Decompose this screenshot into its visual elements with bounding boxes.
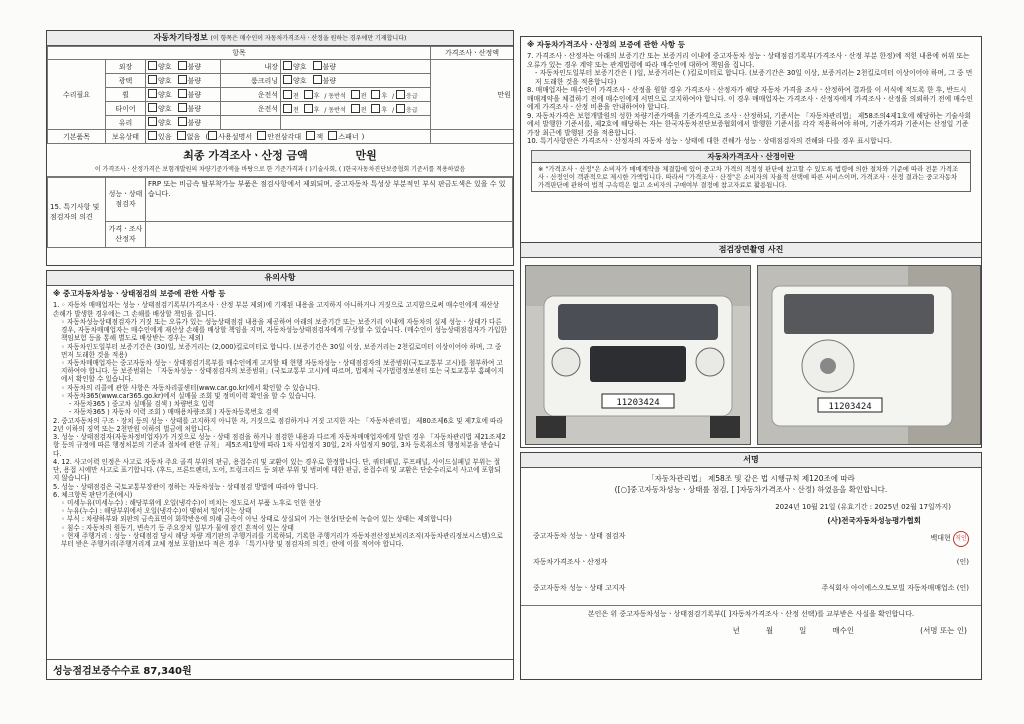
receipt-buyer: 매수인 (832, 625, 855, 635)
option-label: 불량 (187, 119, 202, 127)
mid-label: 룸크리닝 (221, 74, 281, 88)
option-label: 불량 (187, 63, 202, 71)
opinion-table (47, 177, 513, 248)
appraisal-definition-text: ※ "가격조사ㆍ산정"은 소비자가 매매계약을 체결함에 있어 중고차 가격의 적정성 판단에 참고할 수 있도록 법령에 의한 절차와 기준에 따라 전문 가격조사ㆍ산정인이 객관적으로 제시한 가액입니다. 따라서 "가격조사ㆍ산정"은 소비자의 자율적 선택에 따른 서비스이며, 가격조사ㆍ산정 결과는 중고자동차 가격판단에 관하여 법적 구속력은 없고 소비자의 구매여부 결정에 참고자료로 활용됩니다. (538, 165, 959, 190)
checkbox[interactable] (304, 90, 313, 99)
option-label: 양호 (158, 63, 172, 71)
row-options (146, 102, 221, 116)
signature-title: 서명 (521, 453, 981, 468)
appraisal-heading: ※ 자동차가격조사ㆍ산정의 보증에 관한 사항 등 (527, 40, 686, 49)
final-price-label: 최종 가격조사ㆍ산정 금액 (183, 149, 308, 162)
precaution-item: ◦ 누유(누수) : 해당부위에서 오일(냉각수)이 맺혀서 떨어지는 상태 (61, 507, 252, 516)
precaution-item: - 자동차365 ⟩ 자동차 이력 조회 ⟩ 매매용차량조회 ⟩ 자동차등록번호 검색 (69, 408, 279, 417)
option-label: 응급 (406, 92, 418, 100)
checkbox[interactable] (371, 104, 380, 113)
option-label: 응급 (406, 106, 418, 114)
signer-mark: (인) (956, 583, 969, 592)
precaution-item: ◦ 자동차매매업자는 중고자동차 성능ㆍ상태점검기록부를 매수인에게 고지할 때 현행 자동차성능ㆍ상태점검자의 보증범위(국토교통부 고시)를 첨부하여 고지하여야 합니다. 등 보증범위는 「자동차성능ㆍ상태점검자의 보증범위」(국토교통부 고시)에 따르며, 법제처 국가법령정보센터 또는 국토교통부 홈페이지에서 확인할 수 있습니다. (61, 359, 504, 384)
checkbox[interactable] (396, 90, 405, 99)
other-info-table (47, 46, 514, 144)
col-item-header: 항목 (48, 47, 431, 60)
option-label: 잭 (316, 133, 324, 141)
checkbox[interactable] (283, 104, 292, 113)
checkbox[interactable] (208, 131, 217, 140)
row-options (146, 74, 221, 88)
receipt-section (521, 605, 981, 636)
rear-car-illustration (758, 266, 980, 444)
inspector-opinion-label: 성능ㆍ상태 점검자 (106, 177, 146, 221)
option-label: 불량 (187, 77, 202, 85)
checkbox[interactable] (283, 75, 292, 84)
signature-line2: ([○]중고자동차성능ㆍ상태를 점검, [ ]자동차가격조사ㆍ산정) 하였음을 확인합니다. (614, 485, 888, 495)
appraisal-item: 10. 특기사항란은 가격조사ㆍ산정자의 자동차 성능ㆍ상태에 대한 견해가 성능ㆍ상태점검자의 견해와 다를 경우 표시합니다. (527, 137, 893, 146)
receipt-month: 월 (765, 625, 774, 635)
other-info-note: (이 항목은 매수인이 자동차가격조사ㆍ산정을 원하는 경우에만 기재합니다) (210, 35, 407, 42)
option-label: 양호 (158, 119, 172, 127)
checkbox[interactable] (148, 61, 157, 70)
signer-name: 주식회사 아이에스오토모빌 자동차매매업소 (821, 583, 955, 592)
appraisal-item: 9. 자동차가격은 보험개발원의 성한 차량기준가액을 기준가격으로 조사ㆍ산정하되, 기준서는 「자동차관리법」 제58조의4제1호에 해당하는 기술사회에서 발행한 기준서를, 제2호에 해당하는 자는 한국자동차진단보증협회에서 발행한 기준서를 각각 적용하여야 하며, 기준가격과 기준서는 산정일 기준 가장 최근에 발행된 것을 적용합니다. (527, 111, 972, 137)
option-label: 양호 (158, 105, 172, 113)
receipt-year: 년 (732, 625, 740, 635)
appraiser-opinion-text (146, 221, 513, 247)
inspector-opinion-text: FRP 또는 비금속 탈부착가능 부품은 점검사항에서 제외되며, 중고자동차 특성상 부분적인 부식 판금도색은 있을 수 있습니다. (146, 177, 513, 221)
option-label: 동반석 (328, 106, 346, 114)
precautions-title: 유의사항 (47, 271, 513, 286)
checkbox[interactable] (257, 131, 266, 140)
row-options (146, 88, 221, 102)
checkbox[interactable] (148, 103, 157, 112)
appraisal-warranty-panel (520, 36, 982, 258)
checkbox[interactable] (148, 75, 157, 84)
appraisal-list (521, 52, 981, 145)
appraisal-item: 7. 가격조사ㆍ산정자는 아래의 보증기간 또는 보증거리 이내에 중고자동차 성능ㆍ상태점검기록부(가격조사ㆍ산정 부분 한정)에 적힌 내용에 허위 또는 오류가 있는 경우 계약 또는 관계법령에 따라 매수인에 대하여 책임을 집니다. (527, 52, 970, 69)
checkbox[interactable] (371, 90, 380, 99)
official-seal: 직인 (953, 531, 969, 547)
option-label: 후 (313, 106, 320, 114)
repair-group-label: 수리필요 (48, 60, 106, 130)
appraisal-definition-title: 자동차가격조사ㆍ산정이란 (532, 151, 970, 163)
checkbox[interactable] (306, 131, 315, 140)
price-word: 만원 (431, 60, 514, 130)
precaution-item: ◦ 자동차365(www.car365.go.kr)에서 실매물 조회 및 정비이력 확인을 할 수 있습니다. (61, 391, 316, 400)
inspection-fee: 성능점검보증수수료 87,340원 (47, 659, 513, 679)
option-label: 동반석 (328, 92, 346, 100)
opinion-group-label: 15. 특기사항 및 점검자의 의견 (48, 177, 106, 247)
mid-options: 전 후 / 동반석 전 후 / 응급 (281, 88, 431, 102)
precaution-item: 6. 체크항목 판단기준(예시) (53, 490, 133, 499)
checkbox[interactable] (283, 90, 292, 99)
precaution-item: 4. 12. 사고이력 인정은 사고로 자동차 주요 골격 부위의 판금, 용접수리 및 교환이 있는 경우로 한정합니다. 단, 쿼터패널, 루프패널, 사이드실패널 부위는 절단, 용접 시에만 사고로 표기합니다. (후드, 프론트펜더, 도어, 트렁크리드 등 외판 부위 및 범퍼에 대한 판금, 용접수리 및 교환은 단순수리로서 사고에 포함되지 않습니다) (53, 457, 501, 483)
basic-label: 기본품목 (48, 130, 106, 144)
option-label: 불량 (322, 77, 337, 85)
option-label: 없음 (186, 133, 201, 141)
option-label: 양호 (293, 77, 307, 85)
other-info-panel (46, 30, 514, 266)
rear-car-photo (757, 265, 981, 445)
col-price-header: 가격조사ㆍ산정액 (431, 47, 514, 60)
option-label: 있음 (158, 133, 172, 141)
precaution-item: ◦ 자동차인도일부터 보증기간은 (30)일, 보증거리는 (2,000)킬로미터로 합니다. (보증기간은 30일 이상, 보증거리는 2천킬로미터 이상이어야 하며, 그 중 먼저 도래한 것을 적용) (61, 342, 502, 359)
option-label: 불량 (322, 63, 337, 71)
basic-options: 있음 없음 ( 사용설명서 안전삼각대 잭 스패너 ) (146, 130, 431, 144)
option-label: 양호 (158, 91, 172, 99)
receipt-text: 본인은 위 중고자동차성능ㆍ상태점검기록부([ ]자동차가격조사ㆍ산정 선택)를 교부받은 사실을 확인합니다. (587, 609, 915, 618)
option-label: 후 (381, 92, 388, 100)
row-options (146, 116, 221, 130)
other-info-title: 자동차기타정보 (153, 33, 208, 42)
checkbox[interactable] (178, 61, 187, 70)
appraiser-opinion-label: 가격ㆍ조사 산정자 (106, 221, 146, 247)
checkbox[interactable] (328, 131, 337, 140)
row-label: 외장 (106, 60, 146, 74)
checkbox[interactable] (351, 104, 360, 113)
checkbox[interactable] (178, 103, 187, 112)
checkbox[interactable] (351, 90, 360, 99)
option-label: 사용설명서 (218, 133, 253, 141)
checkbox[interactable] (178, 117, 187, 126)
checkbox[interactable] (313, 61, 322, 70)
receipt-date-line (521, 619, 981, 636)
mid-options: 전 후 / 동반석 전 후 / 응급 (281, 102, 431, 116)
front-car-illustration (526, 266, 750, 444)
precautions-heading: ※ 중고자동차성능ㆍ상태점검의 보증에 관한 사항 등 (53, 289, 226, 298)
precaution-item: 2. 중고자동차의 구조ㆍ장치 등의 성능ㆍ상태를 고지하지 아니한 자, 거짓으로 점검하거나 거짓 고지한 자는 「자동차관리법」 제80조제6호 및 제7호에 따라 2년 이하의 징역 또는 2천만원 이하의 벌금에 처합니다. (53, 416, 503, 433)
other-info-title-bar (47, 31, 513, 46)
final-price-unit: 만원 (355, 149, 377, 162)
option-label: 양호 (158, 77, 172, 85)
appraisal-definition-box (531, 150, 971, 192)
mid-label: 운전석 (221, 102, 281, 116)
option-label: 전 (360, 106, 367, 114)
checkbox[interactable] (178, 75, 187, 84)
price-basis-note: 이 가격조사ㆍ산정가격은 보험개발원의 차량기준가액을 바탕으로 한 기준가격과 ( )기술사회, ( )한국자동차진단보증협회 기준서를 적용하였음 (47, 166, 513, 177)
option-label: 안전삼각대 (267, 133, 302, 141)
precautions-list (47, 301, 513, 548)
row-label: 휠 (106, 88, 146, 102)
option-label: 스패너 (338, 133, 359, 141)
precaution-item: ◦ 자동차의 리콜에 관한 사항은 자동차리콜센터(www.car.go.kr)에서 확인할 수 있습니다. (61, 383, 320, 392)
checkbox[interactable] (148, 131, 157, 140)
precaution-item: ◦ 부식 : 차량하부와 외판의 금속표면이 화학반응에 의해 금속이 아닌 상태로 상실되어 가는 현상(단순히 녹슬어 있는 상태는 제외합니다) (61, 515, 452, 524)
option-label: 양호 (293, 63, 307, 71)
checkbox[interactable] (148, 117, 157, 126)
row-options (146, 60, 221, 74)
signer-mark: (인) (956, 557, 969, 566)
mid-options (281, 74, 431, 88)
precaution-item: ◦ 현재 주행거리 : 성능ㆍ상태점검 당시 해당 차량 계기판의 주행거리를 기록하되, 기록한 주행거리가 자동차전산정보처리조직(자동차관리정보시스템)으로부터 받은 주행거리(주행거리계 교체 정보 포함)보다 적은 경우 「특기사항 및 점검자의 의견」란에 이를 적어야 합니다. (61, 531, 503, 549)
mid-label: 내장 (221, 60, 281, 74)
final-price-line (47, 144, 513, 166)
signature-date: 2024년 10월 21일 (유효기간 : 2025년 02월 17일까지) (775, 502, 951, 511)
precaution-item: ◦ 자동차성능상태점검자가 거짓 또는 오류가 있는 성능상태점검 내용을 제공하여 아래의 보증기간 또는 보증거리 이내에 자동차의 실제 성능ㆍ상태가 다른 경우, 자동차매매업자는 매수인에게 재산상 손해를 배상할 책임을 지며, 자동차성능상태점검자에게 구상할 수 있습니다. (매수인이 성능상태점검자가 가입한 책임보험 등을 통해 별도로 배상받는 경우는 제외) (61, 317, 507, 343)
row-label: 광택 (106, 74, 146, 88)
signer-row-inspector (521, 529, 981, 549)
appraisal-item: - 자동차인도일부터 보증기간은 ( )일, 보증거리는 ( )킬로미터로 합니다. (보증기간은 30일 이상, 보증거리는 2천킬로미터 이상이어야 하며, 그 중 먼저 도래한 것을 적용합니다) (535, 69, 973, 86)
receipt-day: 일 (799, 625, 807, 635)
option-label: 전 (293, 92, 299, 100)
precaution-item: ◦ 침수 : 자동차의 원동기, 변속기 등 주요장치 일부가 물에 잠긴 흔적이 있는 상태 (61, 523, 294, 532)
front-car-photo (525, 265, 751, 445)
inspection-photos-panel (520, 242, 982, 448)
signature-panel (520, 452, 982, 680)
row-label: 타이어 (106, 102, 146, 116)
precaution-item: 5. 성능ㆍ상태점검은 국토교통부장관이 정하는 자동차성능ㆍ상태점검 방법에 따라야 합니다. (53, 482, 319, 491)
checkbox[interactable] (304, 104, 313, 113)
checkbox[interactable] (177, 131, 186, 140)
checkbox[interactable] (283, 61, 292, 70)
signer-row-appraiser (521, 555, 981, 569)
signer-label: 자동차가격조사ㆍ산정자 (533, 557, 608, 566)
signer-row-notifier (521, 581, 981, 595)
checkbox[interactable] (148, 89, 157, 98)
row-label: 유리 (106, 116, 146, 130)
appraisal-item: 8. 매매업자는 매수인이 가격조사ㆍ산정을 원할 경우 가격조사ㆍ산정자가 해당 자동차 가격을 조사ㆍ산정하여 결과를 이 서식에 적도록 한 후, 반드시 매매계약을 체결하기 전에 매수인에게 서면으로 고지하여야 합니다. 이 경우 매매업자는 가격조사ㆍ산정자에게 가격조사ㆍ산정을 의뢰하기 전에 매수인에게 가격조사ㆍ산정 비용을 안내하여야 합니다. (527, 86, 974, 112)
precautions-panel (46, 270, 514, 680)
rear-plate-text: 11203424 (828, 402, 872, 412)
precaution-item: ◦ 미세누유(미세누수) : 해당부위에 오일(냉각수)이 비치는 정도로서 부품 노후로 인한 현상 (61, 499, 322, 507)
signature-org: (사)전국자동차성능평가협회 (827, 515, 921, 525)
checkbox[interactable] (313, 75, 322, 84)
front-plate-text: 11203424 (616, 398, 660, 408)
option-label: 전 (360, 92, 367, 100)
checkbox[interactable] (396, 104, 405, 113)
mid-options (281, 60, 431, 74)
option-label: 불량 (187, 91, 202, 99)
signer-label: 중고자동차 성능ㆍ상태 점검자 (533, 531, 626, 540)
option-label: 후 (381, 106, 388, 114)
option-label: 불량 (187, 105, 202, 113)
option-label: 전 (293, 106, 299, 114)
basic-sub: 보유상태 (106, 130, 146, 144)
precaution-item: - 자동차365 ⟩ 중고차 실매물 검색 ⟩ 차량번호 입력 (69, 400, 215, 409)
mid-label: 운전석 (221, 88, 281, 102)
option-label: 후 (313, 92, 320, 100)
receipt-buyer-mark: (서명 또는 인) (920, 625, 967, 635)
signer-label: 중고자동차 성능ㆍ상태 고지자 (533, 583, 626, 592)
photos-title: 점검장면촬영 사진 (521, 243, 981, 258)
signature-line1: 「자동차관리법」 제58조 및 같은 법 시행규칙 제120조에 따라 (647, 474, 855, 483)
precaution-item: 3. 성능ㆍ상태점검자(자동차정비업자)가 거짓으로 성능ㆍ상태 점검을 하거나 점검한 내용과 다르게 자동차매매업자에게 알린 경우 「자동차관리법 제21조제2항 등의 규정에 따른 행정처분의 기준과 절차에 관한 규칙」 제5조제1항에 따라 1차 사업정지 30일, 2차 사업정지 90일, 3차 등록취소의 행정처분을 받습니다. (53, 433, 506, 458)
signer-name: 백대현 (930, 533, 951, 542)
precaution-item: 1. ◦ 자동차 매매업자는 성능ㆍ상태점검기록부(가격조사ㆍ산정 부분 제외)에 기재된 내용을 고지하지 아니하거나 거짓으로 고지함으로써 매수인에게 재산상 손해가 발생한 경우에는 그 손해를 배상할 책임을 집니다. (53, 301, 499, 318)
checkbox[interactable] (178, 89, 187, 98)
